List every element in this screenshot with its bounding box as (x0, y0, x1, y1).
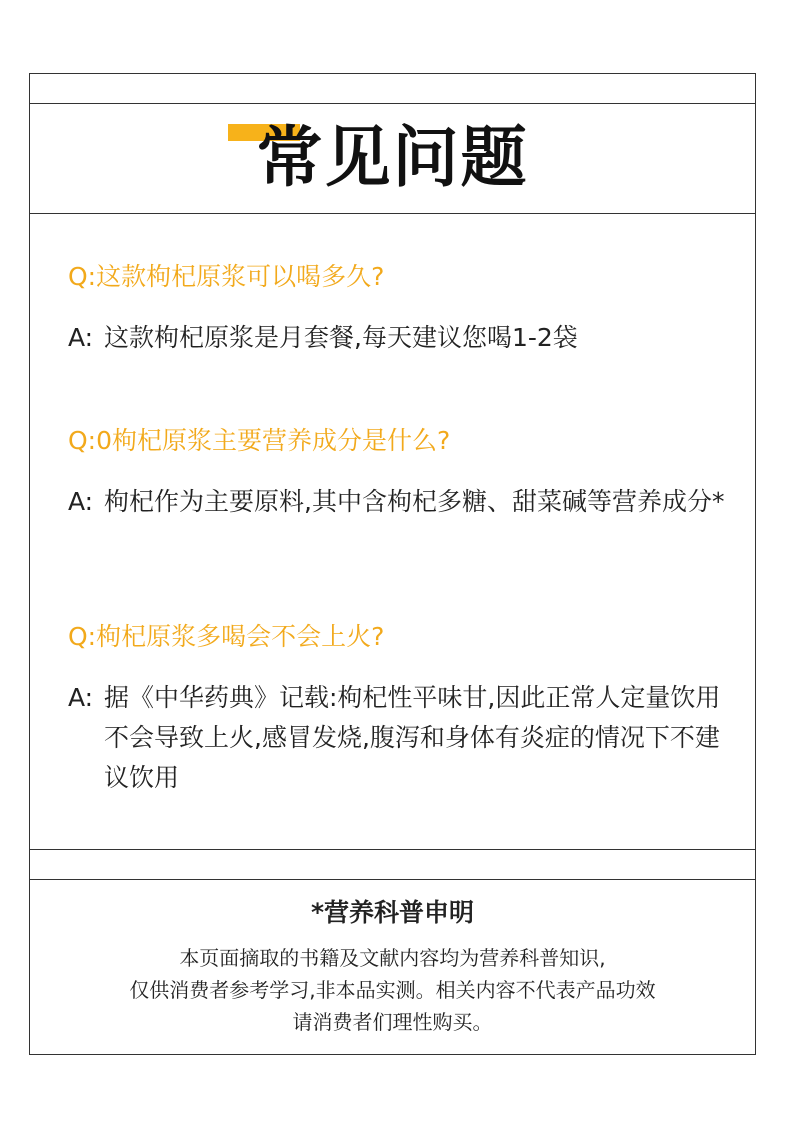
faq-question-3: Q:枸杞原浆多喝会不会上火? (68, 622, 385, 651)
faq-answer-2 (68, 482, 738, 522)
notice-divider-top (30, 849, 755, 850)
answer-prefix: A: (68, 323, 94, 352)
faq-item-1 (68, 260, 738, 358)
notice-divider-bottom (30, 879, 755, 880)
faq-frame (29, 73, 756, 1055)
answer-prefix: A: (68, 487, 94, 516)
top-divider (30, 103, 755, 104)
notice-line: 请消费者们理性购买。 (292, 1010, 493, 1034)
faq-answer-text-3: 据《中华药典》记载:枸杞性平味甘,因此正常人定量饮用不会导致上火,感冒发烧,腹泻和身体有炎症的情况下不建议饮用 (104, 683, 721, 792)
faq-answer-text-1: 这款枸杞原浆是月套餐,每天建议您喝1-2袋 (104, 323, 578, 352)
faq-question-2: Q:0枸杞原浆主要营养成分是什么? (68, 426, 451, 455)
faq-item-2 (68, 424, 738, 522)
notice-title: *营养科普申明 (310, 898, 475, 927)
title-divider (30, 213, 755, 214)
faq-answer-1 (68, 318, 738, 358)
notice-body (30, 942, 755, 1038)
faq-item-3 (68, 620, 738, 798)
notice-line: 本页面摘取的书籍及文献内容均为营养科普知识, (179, 946, 606, 970)
notice-line: 仅供消费者参考学习,非本品实测。相关内容不代表产品功效 (129, 978, 656, 1002)
faq-answer-3 (68, 678, 738, 798)
faq-answer-text-2: 枸杞作为主要原料,其中含枸杞多糖、甜菜碱等营养成分* (104, 487, 725, 516)
faq-question-1: Q:这款枸杞原浆可以喝多久? (68, 262, 385, 291)
answer-prefix: A: (68, 683, 94, 712)
page-title: 常见问题 (256, 119, 529, 196)
